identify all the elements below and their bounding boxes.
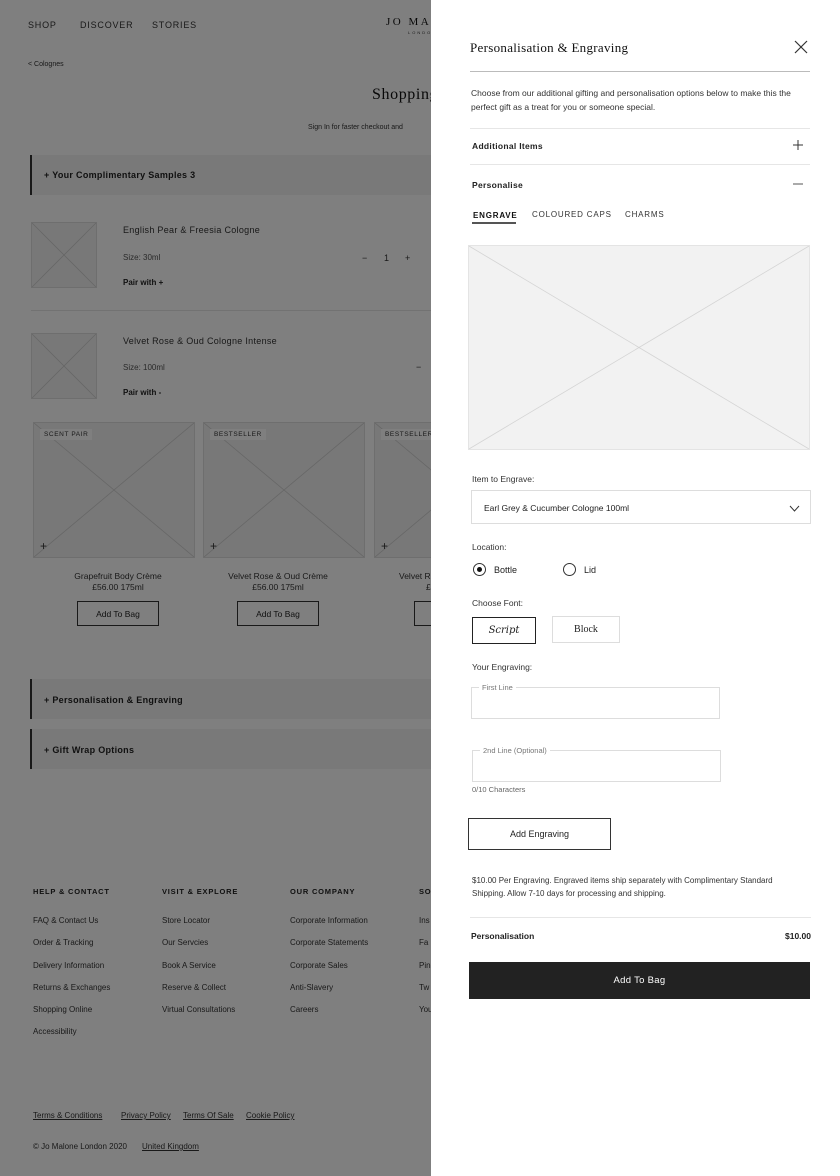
add-to-bag-button[interactable]: Add To Bag <box>469 962 810 999</box>
second-line-input[interactable] <box>473 751 720 781</box>
personalisation-total-label: Personalisation <box>471 931 535 941</box>
tab-coloured-caps[interactable]: COLOURED CAPS <box>532 210 612 219</box>
item-to-engrave-label: Item to Engrave: <box>472 474 535 484</box>
location-lid-label[interactable]: Lid <box>584 565 597 575</box>
engraving-shipping-note: $10.00 Per Engraving. Engraved items ship separately with Complimentary Standard Shipping. Allow 7-10 days for processing and shipping. <box>472 876 773 898</box>
first-line-input[interactable] <box>472 688 719 718</box>
drawer-title: Personalisation & Engraving <box>470 40 629 55</box>
location-bottle-radio[interactable] <box>473 563 486 576</box>
active-tab-indicator <box>472 222 516 224</box>
close-icon[interactable] <box>793 39 809 55</box>
add-engraving-button[interactable]: Add Engraving <box>468 818 611 850</box>
location-lid-radio[interactable] <box>563 563 576 576</box>
additional-items-heading[interactable]: Additional Items <box>472 141 543 151</box>
first-line-label: First Line <box>479 683 516 692</box>
section-divider <box>470 917 811 918</box>
collapse-minus-icon[interactable] <box>793 179 803 189</box>
personalisation-drawer <box>431 0 840 1176</box>
expand-plus-icon[interactable] <box>793 140 803 150</box>
second-line-field[interactable] <box>472 746 721 782</box>
section-divider <box>470 164 810 165</box>
character-count: 0/10 Characters <box>472 785 526 794</box>
choose-font-label: Choose Font: <box>472 598 524 608</box>
drawer-intro-text: Choose from our additional gifting and personalisation options below to make this the perfect gift as a treat for you or someone special. <box>471 88 791 112</box>
chevron-down-icon <box>789 503 800 514</box>
section-divider <box>470 128 810 129</box>
tab-charms[interactable]: CHARMS <box>625 210 665 219</box>
item-to-engrave-select[interactable] <box>471 490 811 524</box>
item-to-engrave-value: Earl Grey & Cucumber Cologne 100ml <box>484 503 630 513</box>
location-label: Location: <box>472 542 507 552</box>
personalise-heading[interactable]: Personalise <box>472 180 524 190</box>
image-placeholder-icon <box>469 246 809 449</box>
tab-engrave[interactable]: ENGRAVE <box>473 211 518 220</box>
engraving-preview-image <box>468 245 810 450</box>
personalisation-total-value: $10.00 <box>785 931 811 941</box>
title-divider <box>470 71 810 72</box>
second-line-label: 2nd Line (Optional) <box>480 746 550 755</box>
your-engraving-label: Your Engraving: <box>472 662 533 672</box>
font-block-button[interactable]: Block <box>552 616 620 643</box>
font-script-button[interactable]: Script <box>472 617 536 644</box>
location-bottle-label[interactable]: Bottle <box>494 565 518 575</box>
first-line-field[interactable] <box>471 683 720 719</box>
